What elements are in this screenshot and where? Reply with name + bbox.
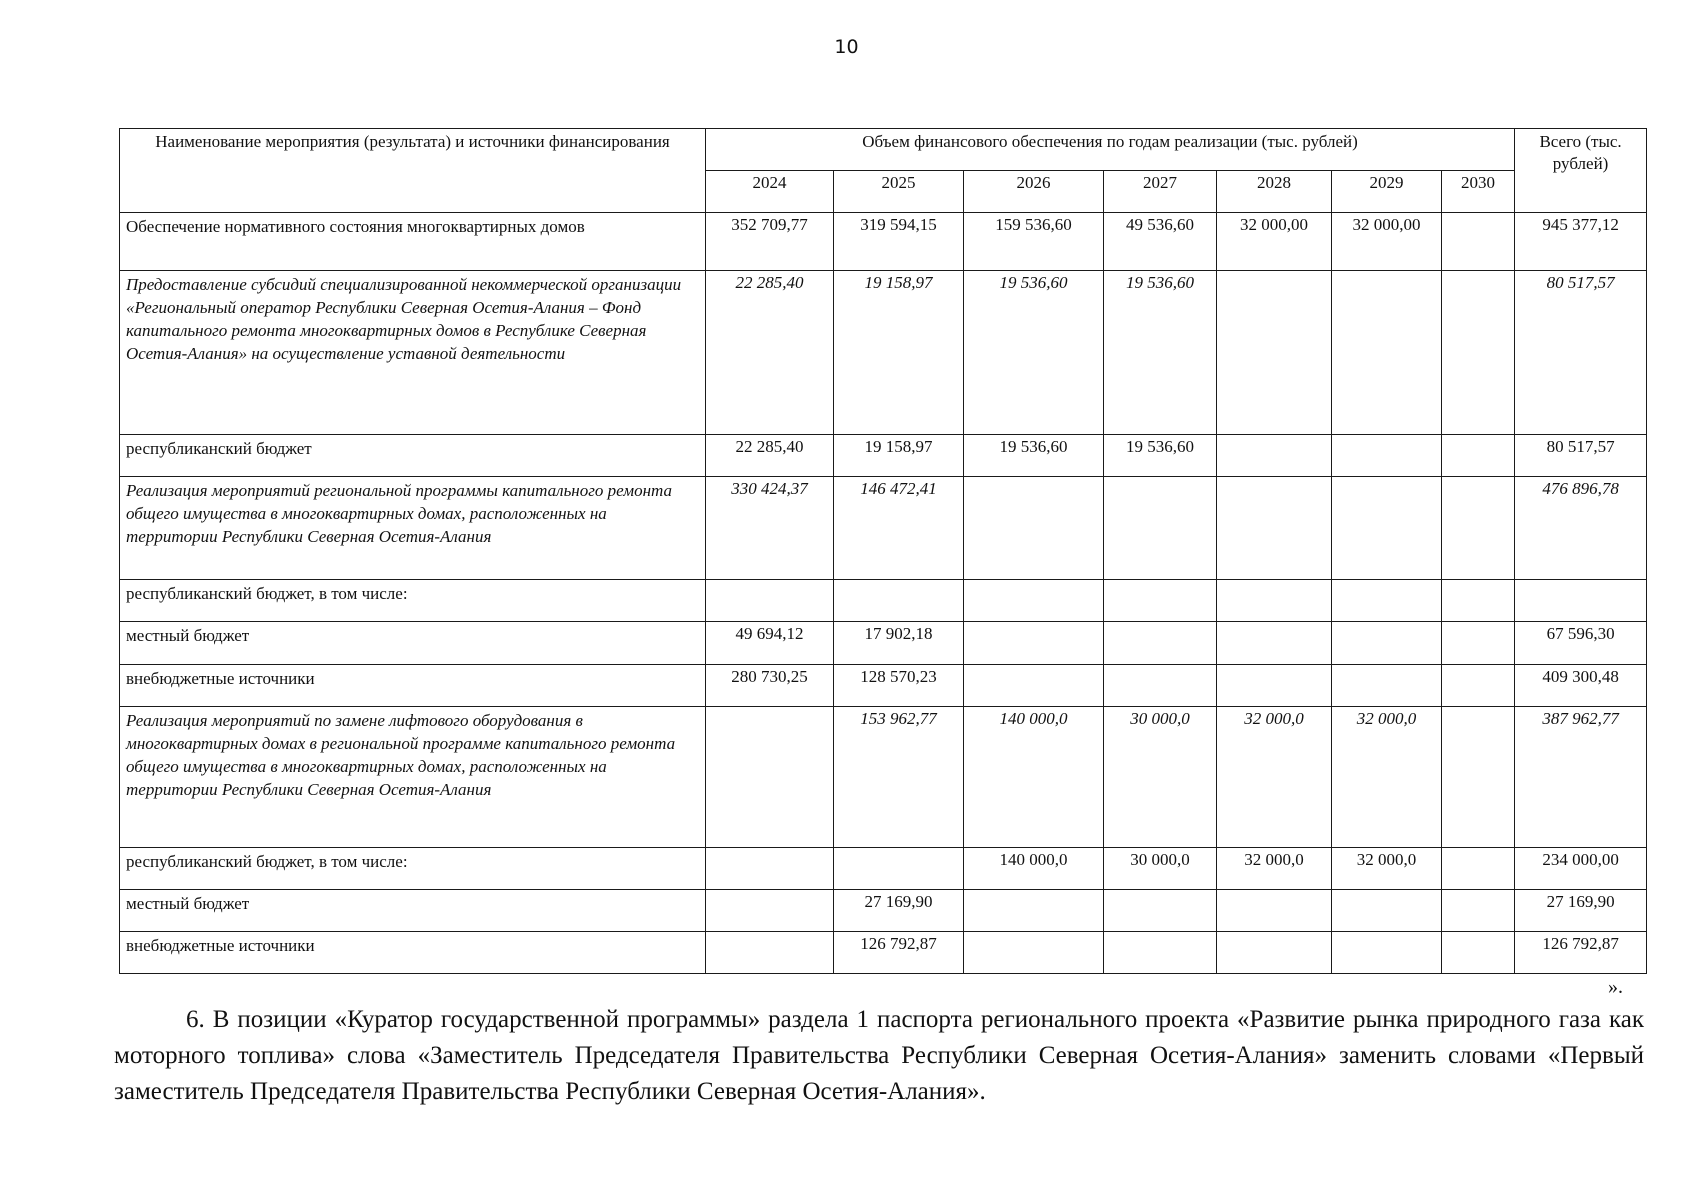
value-cell <box>1104 622 1217 664</box>
total-cell: 126 792,87 <box>1515 931 1647 973</box>
value-cell <box>1332 271 1442 435</box>
header-volume-col: Объем финансового обеспечения по годам реализации (тыс. рублей) <box>706 129 1515 171</box>
header-total-col: Всего (тыс. рублей) <box>1515 129 1647 213</box>
value-cell <box>1217 622 1332 664</box>
value-cell <box>1442 622 1515 664</box>
value-cell <box>1332 477 1442 580</box>
header-year: 2029 <box>1332 171 1442 213</box>
table-row <box>120 213 1647 271</box>
value-cell <box>1217 271 1332 435</box>
row-label: республиканский бюджет, в том числе: <box>120 580 706 622</box>
value-cell: 140 000,0 <box>964 847 1104 889</box>
value-cell: 32 000,0 <box>1332 706 1442 847</box>
value-cell: 49 694,12 <box>706 622 834 664</box>
value-cell: 140 000,0 <box>964 706 1104 847</box>
row-label: внебюджетные источники <box>120 931 706 973</box>
table-row <box>120 931 1647 973</box>
value-cell <box>964 622 1104 664</box>
row-label: республиканский бюджет <box>120 435 706 477</box>
row-label: Обеспечение нормативного состояния многоквартирных домов <box>120 213 706 271</box>
header-year: 2030 <box>1442 171 1515 213</box>
value-cell: 17 902,18 <box>834 622 964 664</box>
value-cell <box>1442 271 1515 435</box>
total-cell: 67 596,30 <box>1515 622 1647 664</box>
row-label: Реализация мероприятий региональной программы капитального ремонта общего имущества в многоквартирных домах, расположенных на территории Республики Северная Осетия-Алания <box>120 477 706 580</box>
row-label: Предоставление субсидий специализированной некоммерческой организации «Региональный оператор Республики Северная Осетия-Алания – Фонд капитального ремонта многоквартирных домов в Республике Северная Осетия-Алания» на осуществление уставной деятельности <box>120 271 706 435</box>
value-cell: 319 594,15 <box>834 213 964 271</box>
value-cell <box>1217 664 1332 706</box>
row-label: Реализация мероприятий по замене лифтового оборудования в многоквартирных домах в региональной программе капитального ремонта общего имущества в многоквартирных домах, расположенных на территории Республики Северная Осетия-Алания <box>120 706 706 847</box>
total-cell: 945 377,12 <box>1515 213 1647 271</box>
total-cell: 80 517,57 <box>1515 435 1647 477</box>
table-row <box>120 477 1647 580</box>
header-year: 2027 <box>1104 171 1217 213</box>
value-cell: 32 000,0 <box>1217 847 1332 889</box>
value-cell: 22 285,40 <box>706 271 834 435</box>
table-row <box>120 664 1647 706</box>
value-cell: 159 536,60 <box>964 213 1104 271</box>
value-cell: 19 158,97 <box>834 435 964 477</box>
header-name-col: Наименование мероприятия (результата) и источники финансирования <box>120 129 706 213</box>
value-cell <box>706 580 834 622</box>
header-year: 2028 <box>1217 171 1332 213</box>
table-row <box>120 889 1647 931</box>
header-year: 2024 <box>706 171 834 213</box>
value-cell <box>1104 664 1217 706</box>
value-cell <box>1332 580 1442 622</box>
value-cell <box>706 706 834 847</box>
value-cell <box>1217 477 1332 580</box>
row-label: местный бюджет <box>120 622 706 664</box>
value-cell <box>1442 931 1515 973</box>
value-cell: 32 000,00 <box>1332 213 1442 271</box>
header-year: 2025 <box>834 171 964 213</box>
value-cell: 22 285,40 <box>706 435 834 477</box>
value-cell <box>1442 847 1515 889</box>
value-cell <box>1332 435 1442 477</box>
value-cell <box>834 580 964 622</box>
value-cell: 128 570,23 <box>834 664 964 706</box>
value-cell <box>1217 580 1332 622</box>
value-cell <box>706 889 834 931</box>
value-cell <box>1217 889 1332 931</box>
total-cell: 27 169,90 <box>1515 889 1647 931</box>
value-cell <box>1442 477 1515 580</box>
value-cell <box>1332 889 1442 931</box>
page-number: 10 <box>834 36 859 58</box>
table-row <box>120 847 1647 889</box>
value-cell <box>1104 931 1217 973</box>
value-cell: 126 792,87 <box>834 931 964 973</box>
value-cell: 27 169,90 <box>834 889 964 931</box>
table-row <box>120 622 1647 664</box>
value-cell <box>706 931 834 973</box>
value-cell: 153 962,77 <box>834 706 964 847</box>
value-cell <box>1332 664 1442 706</box>
value-cell: 32 000,00 <box>1217 213 1332 271</box>
value-cell <box>706 847 834 889</box>
value-cell <box>1332 622 1442 664</box>
value-cell: 19 158,97 <box>834 271 964 435</box>
table-row <box>120 435 1647 477</box>
header-year: 2026 <box>964 171 1104 213</box>
table-row <box>120 706 1647 847</box>
value-cell <box>1332 931 1442 973</box>
value-cell: 19 536,60 <box>964 271 1104 435</box>
value-cell <box>1104 580 1217 622</box>
value-cell <box>834 847 964 889</box>
value-cell <box>1442 889 1515 931</box>
value-cell <box>1442 706 1515 847</box>
closing-quote: ». <box>1608 976 1623 998</box>
value-cell: 30 000,0 <box>1104 847 1217 889</box>
value-cell: 280 730,25 <box>706 664 834 706</box>
financing-table <box>119 128 1647 974</box>
value-cell <box>964 931 1104 973</box>
value-cell: 146 472,41 <box>834 477 964 580</box>
table-row <box>120 580 1647 622</box>
value-cell: 49 536,60 <box>1104 213 1217 271</box>
value-cell <box>1104 889 1217 931</box>
value-cell: 352 709,77 <box>706 213 834 271</box>
value-cell <box>1442 435 1515 477</box>
value-cell <box>1442 580 1515 622</box>
table-row <box>120 271 1647 435</box>
value-cell <box>964 580 1104 622</box>
value-cell <box>1104 477 1217 580</box>
value-cell: 330 424,37 <box>706 477 834 580</box>
total-cell: 80 517,57 <box>1515 271 1647 435</box>
total-cell: 476 896,78 <box>1515 477 1647 580</box>
value-cell <box>1217 931 1332 973</box>
amendment-paragraph: 6. В позиции «Куратор государственной программы» раздела 1 паспорта регионального проекта «Развитие рынка природного газа как моторного топлива» слова «Заместитель Председателя Правительства Республики Северная Осетия-Алания» заменить словами «Первый заместитель Председателя Правительства Республики Северная Осетия-Алания». <box>114 1006 1644 1105</box>
value-cell <box>964 664 1104 706</box>
total-cell <box>1515 580 1647 622</box>
total-cell: 234 000,00 <box>1515 847 1647 889</box>
value-cell: 30 000,0 <box>1104 706 1217 847</box>
value-cell: 19 536,60 <box>1104 271 1217 435</box>
value-cell: 19 536,60 <box>1104 435 1217 477</box>
total-cell: 409 300,48 <box>1515 664 1647 706</box>
total-cell: 387 962,77 <box>1515 706 1647 847</box>
value-cell: 19 536,60 <box>964 435 1104 477</box>
value-cell: 32 000,0 <box>1332 847 1442 889</box>
value-cell <box>1442 213 1515 271</box>
value-cell <box>1442 664 1515 706</box>
value-cell <box>964 477 1104 580</box>
value-cell <box>1217 435 1332 477</box>
value-cell <box>964 889 1104 931</box>
value-cell: 32 000,0 <box>1217 706 1332 847</box>
row-label: местный бюджет <box>120 889 706 931</box>
row-label: республиканский бюджет, в том числе: <box>120 847 706 889</box>
row-label: внебюджетные источники <box>120 664 706 706</box>
